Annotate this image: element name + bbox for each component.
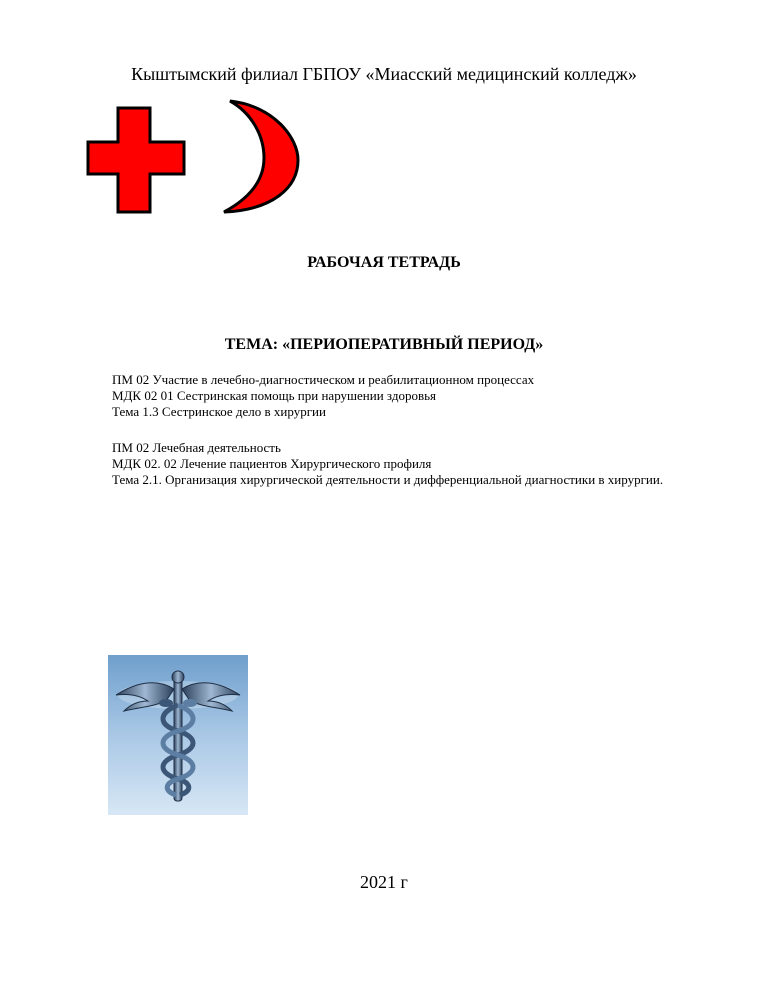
module-line: ПМ 02 Лечебная деятельность xyxy=(112,440,281,455)
module-line: Тема 1.3 Сестринское дело в хирургии xyxy=(112,404,326,419)
module-line: Тема 2.1. Организация хирургической деятельности и дифференциальной диагностики в хирургии. xyxy=(112,472,664,487)
red-cross-crescent-emblem xyxy=(84,98,304,223)
module-block-1 xyxy=(112,372,712,420)
college-name: Кыштымский филиал ГБПОУ «Миасский медицинский колледж» xyxy=(131,64,637,84)
module-block-2 xyxy=(112,440,712,488)
caduceus-icon xyxy=(108,655,248,815)
module-line: МДК 02 01 Сестринская помощь при нарушении здоровья xyxy=(112,388,436,403)
caduceus-image xyxy=(108,655,248,815)
module-line: МДК 02. 02 Лечение пациентов Хирургического профиля xyxy=(112,456,432,471)
red-cross-shape xyxy=(88,108,184,212)
document-topic: ТЕМА: «ПЕРИОПЕРАТИВНЫЙ ПЕРИОД» xyxy=(224,336,544,353)
module-line: ПМ 02 Участие в лечебно-диагностическом и реабилитационном процессах xyxy=(112,372,535,387)
document-year: 2021 г xyxy=(360,872,408,892)
document-title: РАБОЧАЯ ТЕТРАДЬ xyxy=(307,254,461,271)
red-cross-crescent-icon xyxy=(84,98,304,218)
red-crescent-shape xyxy=(224,101,298,212)
